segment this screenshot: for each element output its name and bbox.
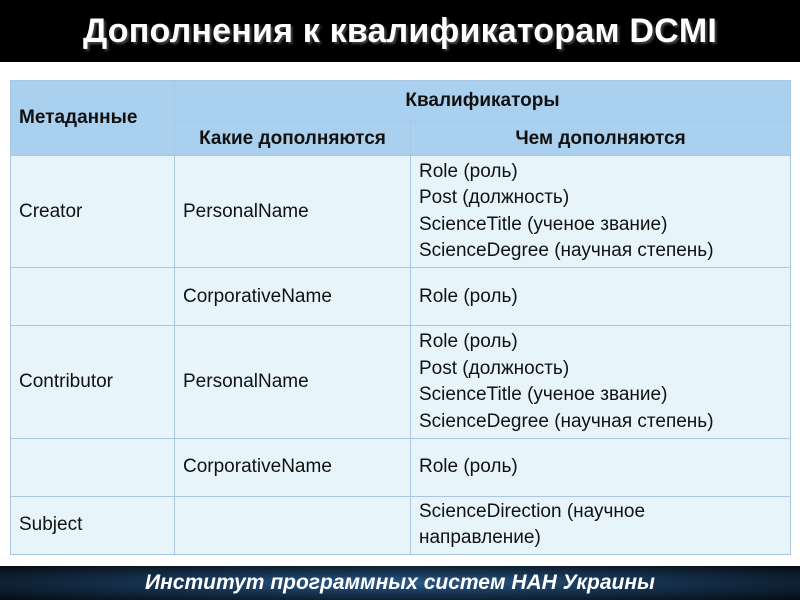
cell-how-line: ScienceDegree (научная степень) [419,240,714,262]
cell-how-line: ScienceDegree (научная степень) [419,410,714,432]
header-metadata: Метаданные [11,81,175,156]
cell-how-line: ScienceTitle (ученое звание) [419,213,668,235]
cell-metadata [11,268,175,326]
cell-how-line: ScienceTitle (ученое звание) [419,384,668,406]
cell-how-line: Post (должность) [419,187,570,209]
cell-how-line: Role (роль) [419,160,518,182]
header-how: Чем дополняются [411,122,791,156]
cell-how-line: Post (должность) [419,357,570,379]
cell-how-line: Role (роль) [419,331,518,353]
cell-what: CorporativeName [175,268,411,326]
header-what: Какие дополняются [175,122,411,156]
cell-how [411,438,791,496]
table-row [11,326,791,438]
table-row [11,268,791,326]
cell-how-line: Role (роль) [419,456,518,478]
cell-metadata: Creator [11,156,175,268]
cell-how [411,326,791,438]
table-row [11,156,791,268]
cell-what: PersonalName [175,326,411,438]
table-row [11,438,791,496]
cell-what [175,496,411,554]
cell-metadata [11,438,175,496]
cell-how-line: направление) [419,527,541,549]
cell-metadata: Contributor [11,326,175,438]
cell-how [411,156,791,268]
table-row [11,496,791,554]
slide-title: Дополнения к квалификаторам DCMI [82,11,718,50]
header-qualifiers: Квалификаторы [175,81,791,122]
content-panel [0,62,800,566]
cell-how-line: Role (роль) [419,285,518,307]
cell-how [411,496,791,554]
cell-metadata: Subject [11,496,175,554]
footer-institute: Институт программных систем НАН Украины [0,566,800,600]
cell-what: CorporativeName [175,438,411,496]
cell-how [411,268,791,326]
qualifiers-table [10,80,791,555]
table-header-row [11,81,791,122]
cell-how-line: ScienceDirection (научное [419,500,646,522]
cell-what: PersonalName [175,156,411,268]
